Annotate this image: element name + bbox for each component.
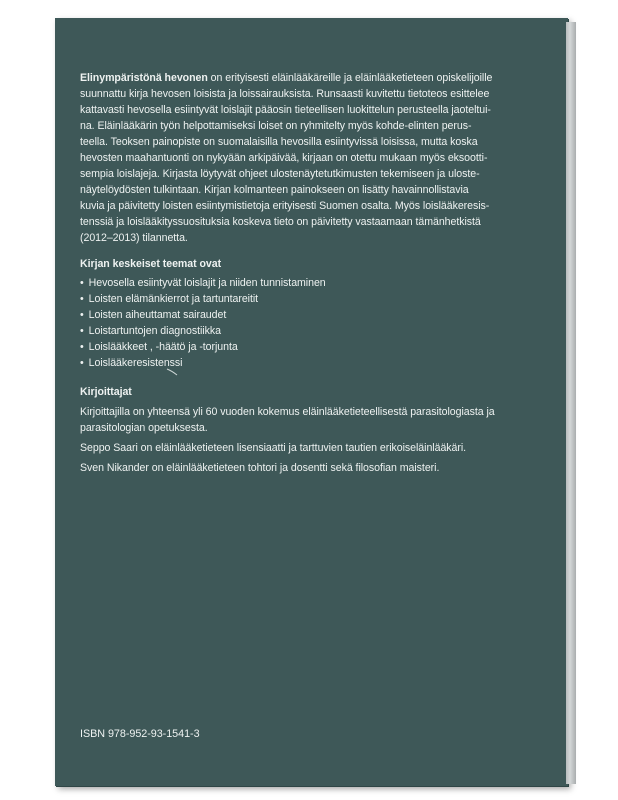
themes-list-item: • Loisten aiheuttamat sairaudet — [80, 307, 326, 323]
themes-list-item: • Hevosella esiintyvät loislajit ja niiden tunnistaminen — [80, 275, 326, 291]
authors-section — [80, 404, 550, 480]
book-title-lead: Elinympäristönä hevonen — [80, 72, 208, 84]
print-mark-decoration — [166, 367, 178, 377]
themes-list-item: • Loisten elämänkierrot ja tartuntareitit — [80, 291, 326, 307]
isbn-number: ISBN 978-952-93-1541-3 — [80, 728, 200, 740]
themes-list-item: • Loistartuntojen diagnostiikka — [80, 323, 326, 339]
intro-line: (2012–2013) tilannetta. — [80, 232, 188, 244]
author-nikander-paragraph: Sven Nikander on eläinlääketieteen tohtori ja dosentti sekä filosofian maisteri. — [80, 462, 440, 474]
intro-line: näytelöydösten tulkintaan. Kirjan kolmanteen painokseen on lisätty havainnollistavia — [80, 184, 469, 196]
intro-paragraph — [80, 70, 550, 246]
themes-list-item: • Loislääkeresistenssi — [80, 355, 326, 371]
book-spine-edge — [566, 22, 576, 784]
intro-line: kuvia ja päivitetty loisten esiintymistietoja erityisesti Suomen osalta. Myös loislääkeresis- — [80, 200, 490, 212]
author-saari-paragraph: Seppo Saari on eläinlääketieteen lisensiaatti ja tarttuvien tautien erikoiseläinlääkäri. — [80, 442, 467, 454]
intro-line: na. Eläinlääkärin työn helpottamiseksi loiset on ryhmitelty myös kohde-elinten perus- — [80, 120, 472, 132]
themes-heading: Kirjan keskeiset teemat ovat — [80, 258, 222, 270]
intro-line: hevosten maahantuonti on nykyään arkipäivää, kirjaan on otettu mukaan myös eksootti- — [80, 152, 488, 164]
intro-line: sempia loislajeja. Kirjasta löytyvät ohjeet ulostenäytetutkimusten tekemiseen ja uloste- — [80, 168, 480, 180]
authors-experience-paragraph: Kirjoittajilla on yhteensä yli 60 vuoden kokemus eläinlääketieteellisestä parasitologiasta ja parasitologian opetuksesta. — [80, 406, 495, 434]
themes-list-item: • Loislääkkeet , -häätö ja -torjunta — [80, 339, 326, 355]
intro-line-1 — [80, 70, 550, 86]
themes-list — [80, 275, 326, 371]
intro-line: tenssiä ja loislääkityssuosituksia koskeva tieto on päivitetty vastaamaan tämänhetkistä — [80, 216, 481, 228]
intro-line: suunnattu kirja hevosen loisista ja loissairauksista. Runsaasti kuvitettu tietoteos esittelee — [80, 88, 490, 100]
intro-line: teella. Teoksen painopiste on suomalaisilla hevosilla esiintyvissä loisissa, mutta koska — [80, 136, 478, 148]
intro-first-line-rest: on erityisesti eläinlääkäreille ja eläinlääketieteen opiskelijoille — [207, 72, 493, 84]
authors-heading: Kirjoittajat — [80, 386, 132, 398]
intro-line: kattavasti hevosella esiintyvät loislajit pääosin tieteellisen luokittelun perusteella jaoteltui- — [80, 104, 491, 116]
